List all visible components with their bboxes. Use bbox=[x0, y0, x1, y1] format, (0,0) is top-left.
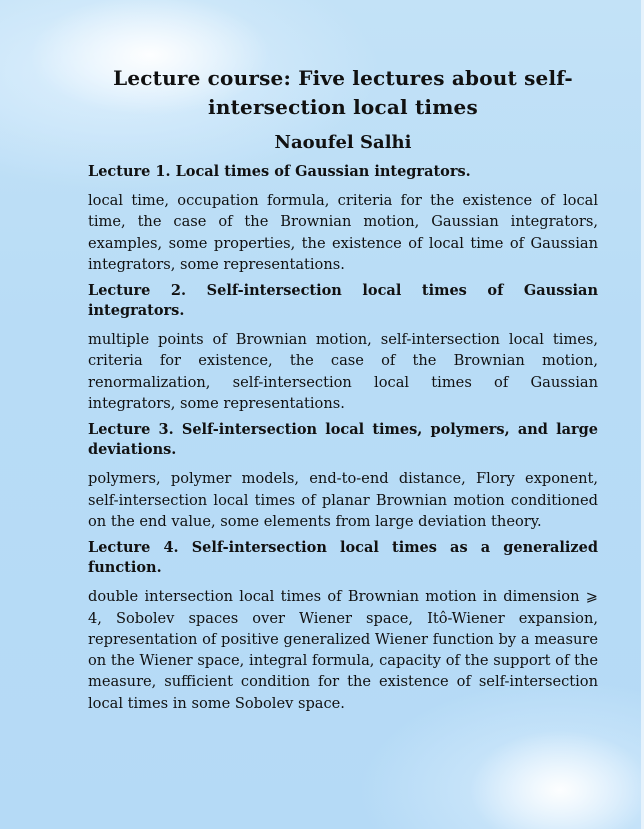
document-title: Lecture course: Five lectures about self-intersection local times bbox=[113, 66, 573, 119]
lecture-description: multiple points of Brownian motion, self-intersection local times, criteria for existence, the case of the Brownian motion, renormalization, self-intersection local times of Gaussian integrators, some representations. bbox=[88, 331, 598, 413]
lecture-description: double intersection local times of Brownian motion in dimension ⩾ 4, Sobolev spaces over Wiener space, Itô-Wiener expansion, representation of positive generalized Wiener function by a measure on the Wiener space, integral formula, capacity of the support of the measure, sufficient condition for the existence of self-intersection local times in some Sobolev space. bbox=[88, 588, 598, 712]
lecture-heading: Lecture 3. Self-intersection local times, polymers, and large deviations. bbox=[88, 421, 598, 459]
lecture-heading: Lecture 4. Self-intersection local times as a generalized function. bbox=[88, 539, 598, 577]
lecture-1 bbox=[88, 162, 598, 275]
lecture-4 bbox=[88, 538, 598, 714]
lecture-description: local time, occupation formula, criteria for the existence of local time, the case of the Brownian motion, Gaussian integrators, examples, some properties, the existence of local time of Gaussian integrators, some representations. bbox=[88, 192, 598, 273]
author-name: Naoufel Salhi bbox=[274, 132, 412, 153]
document-page bbox=[88, 64, 598, 720]
lecture-description: polymers, polymer models, end-to-end distance, Flory exponent, self-intersection local times of planar Brownian motion conditioned on the end value, some elements from large deviation theory. bbox=[88, 470, 598, 530]
lecture-2 bbox=[88, 281, 598, 414]
lecture-heading: Lecture 2. Self-intersection local times of Gaussian integrators. bbox=[88, 282, 598, 320]
lecture-heading: Lecture 1. Local times of Gaussian integrators. bbox=[88, 163, 471, 180]
lecture-3 bbox=[88, 420, 598, 532]
